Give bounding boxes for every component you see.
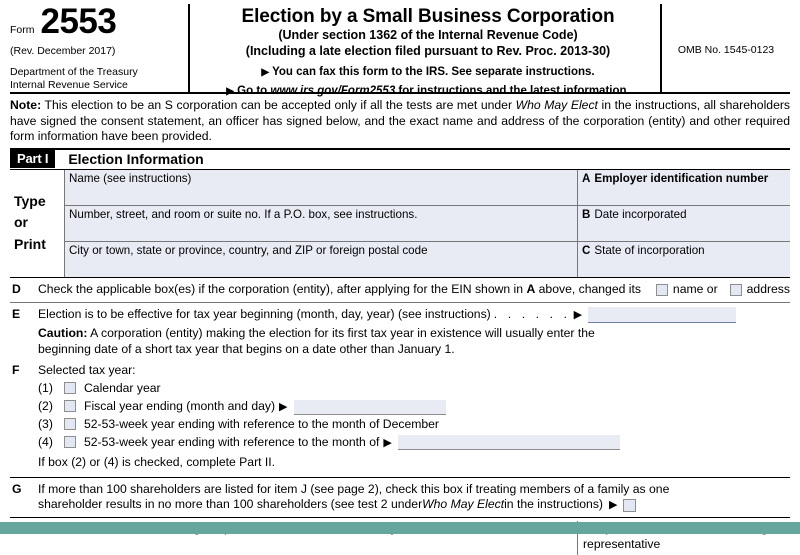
form-title: Election by a Small Business Corporation — [241, 6, 615, 27]
item-d-text-a: Check the applicable box(es) if the corporation (entity), after applying for the EIN shown in — [38, 281, 527, 296]
item-e-row — [10, 303, 790, 358]
department-line-1: Department of the Treasury — [10, 66, 138, 78]
item-letter-b: B — [582, 207, 591, 221]
effective-date-input[interactable] — [588, 307, 736, 323]
item-g-line-2 — [38, 497, 790, 513]
checkbox-name-label: name or — [672, 281, 718, 296]
item-g-line-1: If more than 100 shareholders are listed for item J (see page 2), check this box if treating members of a family as one — [38, 481, 670, 496]
street-field[interactable] — [65, 206, 578, 241]
omb-number: OMB No. 1545-0123 — [677, 44, 775, 56]
note-text-2: in the instructions, all shareholders have signed the consent statement, an officer has signed below, and the exact name and address of the corporation (entity) and other required form information have been provided. — [10, 98, 790, 144]
item-g-text-a: shareholder results in no more than 100 shareholders (see test 2 under — [38, 497, 423, 512]
form-number: 2553 — [40, 2, 117, 41]
caution-text-1: A corporation (entity) making the election for its first tax year in existence will usually enter the — [87, 325, 595, 340]
fax-instruction-text: You can fax this form to the IRS. See separate instructions. — [272, 65, 595, 78]
part-1-title: Election Information — [68, 151, 204, 168]
phone-label-line-2: representative — [583, 536, 661, 551]
date-incorporated-label: Date incorporated — [594, 207, 687, 221]
item-f-option-3[interactable] — [38, 417, 790, 433]
item-e-line — [38, 307, 790, 323]
table-row — [65, 206, 790, 242]
52-53-week-month-input[interactable] — [398, 435, 620, 450]
option-number-3: (3) — [38, 416, 53, 431]
leader-dots: . . . . . . — [493, 306, 571, 321]
city-state-zip-field[interactable] — [65, 242, 578, 277]
note-italic-1: Who May Elect — [515, 98, 598, 112]
item-d-bold-a: A — [526, 281, 536, 296]
irs-url-link[interactable]: www.irs.gov/Form2553 — [270, 85, 396, 98]
note-paragraph — [0, 94, 800, 148]
item-letter-f: F — [12, 363, 20, 378]
item-f-footer: If box (2) or (4) is checked, complete Part II. — [38, 454, 276, 469]
option-label-3: 52-53-week year ending with reference to the month of December — [84, 416, 439, 431]
form-header — [0, 0, 800, 98]
part-1-header — [10, 148, 790, 170]
item-e-caution-line-2: beginning date of a short tax year that begins on a date other than January 1. — [38, 341, 455, 356]
right-triangle-icon: ▶ — [261, 66, 270, 78]
name-field-label: Name (see instructions) — [69, 171, 192, 185]
item-letter-e: E — [12, 306, 21, 321]
form-subtitle-1: (Under section 1362 of the Internal Revenue Code) — [278, 28, 578, 43]
checkbox-fiscal-year[interactable] — [64, 400, 76, 412]
checkbox-family-shareholder[interactable] — [623, 499, 636, 512]
right-triangle-icon: ▶ — [573, 309, 583, 322]
type-or-print-line-2: or — [14, 214, 28, 231]
option-number-4: (4) — [38, 434, 53, 449]
item-f-heading: Selected tax year: — [38, 363, 136, 378]
option-number-1: (1) — [38, 381, 53, 396]
item-letter-d: D — [12, 281, 21, 296]
city-state-zip-label: City or town, state or province, country, and ZIP or foreign postal code — [69, 243, 428, 257]
item-f-option-2[interactable] — [38, 399, 790, 415]
item-d-row — [10, 278, 790, 303]
type-or-print-line-3: Print — [14, 236, 46, 253]
form-revision-date: (Rev. December 2017) — [10, 45, 116, 57]
form-subtitle-2: (Including a late election filed pursuant to Rev. Proc. 2013-30) — [245, 43, 611, 58]
item-d-address-option[interactable] — [730, 282, 790, 298]
item-g-row — [10, 478, 790, 518]
header-left-block — [10, 4, 190, 92]
checkbox-52-53-week-december[interactable] — [64, 418, 76, 430]
part-1-tag: Part I — [10, 150, 55, 168]
right-triangle-icon: ▶ — [383, 436, 392, 449]
item-d-text — [38, 282, 644, 298]
fax-instruction — [200, 65, 656, 80]
caution-label: Caution: — [38, 325, 88, 340]
entity-fields — [65, 170, 790, 277]
item-d-name-option[interactable] — [656, 282, 718, 298]
goto-suffix: for instructions and the latest information. — [395, 85, 630, 98]
option-label-1: Calendar year — [84, 381, 161, 396]
form-word-label: Form — [10, 24, 35, 36]
note-text-1: This election to be an S corporation can be accepted only if all the tests are met under — [41, 98, 516, 112]
item-letter-a: A — [582, 171, 591, 185]
checkbox-52-53-week-other[interactable] — [64, 436, 76, 448]
item-letter-g: G — [12, 481, 22, 496]
item-f-option-1[interactable] — [38, 381, 790, 397]
goto-prefix: Go to — [237, 85, 271, 98]
right-triangle-icon: ▶ — [226, 86, 234, 98]
item-g-italic: Who May Elect — [422, 497, 505, 512]
right-triangle-icon: ▶ — [609, 499, 618, 512]
date-incorporated-field[interactable] — [578, 206, 790, 241]
table-row — [65, 170, 790, 206]
state-of-incorporation-field[interactable] — [578, 242, 790, 277]
item-letter-c: C — [582, 243, 591, 257]
header-title-block — [190, 4, 662, 98]
form-identifier — [10, 4, 182, 39]
checkbox-address-changed[interactable] — [730, 284, 742, 296]
bottom-color-band — [0, 522, 800, 534]
street-field-label: Number, street, and room or suite no. If a P.O. box, see instructions. — [69, 207, 418, 221]
option-number-2: (2) — [38, 399, 53, 414]
fiscal-year-ending-input[interactable] — [294, 400, 446, 415]
type-or-print-line-1: Type — [14, 192, 46, 209]
name-field[interactable] — [65, 170, 578, 205]
checkbox-name-changed[interactable] — [656, 284, 668, 296]
item-f-row — [10, 357, 790, 470]
item-g-text-b: in the instructions) — [504, 497, 603, 512]
option-label-4: 52-53-week year ending with reference to the month of — [84, 434, 380, 449]
table-row — [65, 242, 790, 277]
checkbox-address-label: address — [746, 281, 790, 296]
note-label: Note: — [10, 98, 42, 112]
department-line-2: Internal Revenue Service — [10, 78, 128, 91]
type-or-print-label — [10, 170, 65, 277]
checkbox-calendar-year[interactable] — [64, 382, 76, 394]
item-e-caution-line-1 — [38, 326, 790, 342]
option-label-2: Fiscal year ending (month and day) — [84, 399, 276, 414]
item-f-option-4[interactable] — [38, 435, 790, 451]
item-d-text-b: above, changed its — [535, 281, 641, 296]
entity-information-table — [10, 170, 790, 278]
state-of-incorporation-label: State of incorporation — [594, 243, 705, 257]
ein-field[interactable] — [578, 170, 790, 205]
ein-field-label: Employer identification number — [594, 171, 769, 185]
issuing-agency — [10, 66, 182, 92]
item-e-text: Election is to be effective for tax year beginning (month, day, year) (see instructions) — [38, 306, 491, 321]
right-triangle-icon: ▶ — [279, 400, 288, 413]
